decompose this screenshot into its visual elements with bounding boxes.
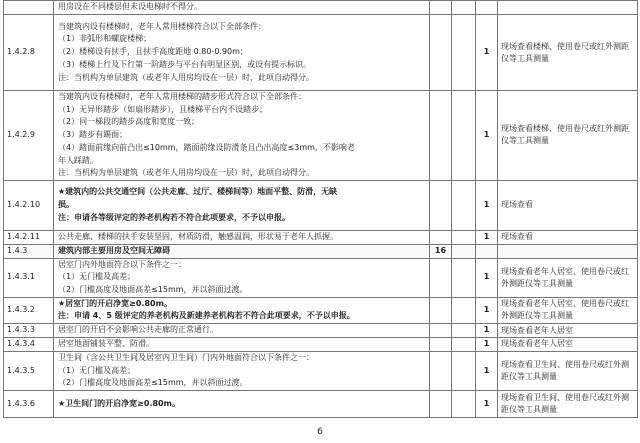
score-cell: 1 bbox=[476, 338, 498, 352]
total-score-cell: 16 bbox=[430, 244, 452, 258]
blank-cell bbox=[452, 1, 476, 15]
item-description-cell bbox=[54, 15, 430, 91]
total-score-cell bbox=[430, 258, 452, 297]
description-line: 用房设在不同楼层但未设电梯时不得分。 bbox=[58, 2, 202, 12]
table-row bbox=[4, 338, 638, 352]
evaluation-method-cell: 现场查看 bbox=[498, 230, 638, 244]
item-description-cell bbox=[54, 297, 430, 323]
blank-cell bbox=[452, 390, 476, 417]
table-row bbox=[4, 324, 638, 338]
description-line: （1）非弧形和螺旋楼梯； bbox=[58, 34, 152, 44]
score-cell: 1 bbox=[476, 258, 498, 297]
description-line: 居室地面铺装平整、防滑。 bbox=[58, 339, 154, 349]
page-number: 6 bbox=[317, 427, 323, 437]
item-description-cell bbox=[54, 390, 430, 417]
description-line: 注：当机构为单层建筑（或老年人用房均设在一层）时，此项自动得分。 bbox=[58, 168, 314, 178]
total-score-cell bbox=[430, 351, 452, 390]
evaluation-method-cell bbox=[498, 244, 638, 258]
blank-cell bbox=[452, 244, 476, 258]
description-line: 年人踩踏。 bbox=[58, 155, 98, 165]
total-score-cell bbox=[430, 15, 452, 91]
item-code-cell: 1.4.3.2 bbox=[4, 297, 54, 323]
description-line: （1）无门槛及高差； bbox=[58, 272, 136, 282]
item-code-cell: 1.4.2.11 bbox=[4, 230, 54, 244]
score-cell: 1 bbox=[476, 297, 498, 323]
score-cell: 1 bbox=[476, 324, 498, 338]
description-line: （2）楼梯设有扶手，且扶手高度距地 0.80-0.90m； bbox=[58, 47, 248, 57]
description-line: （3）楼梯上行及下行第一阶踏步与平台有明显区别，或设有提示标识。 bbox=[58, 59, 312, 69]
blank-cell bbox=[452, 258, 476, 297]
blank-cell bbox=[452, 338, 476, 352]
table-row bbox=[4, 230, 638, 244]
item-code-cell: 1.4.2.10 bbox=[4, 180, 54, 230]
table-row bbox=[4, 297, 638, 323]
item-code-cell bbox=[4, 1, 54, 15]
blank-cell bbox=[452, 180, 476, 230]
blank-cell bbox=[452, 324, 476, 338]
item-code-cell: 1.4.3.3 bbox=[4, 324, 54, 338]
item-description-cell bbox=[54, 244, 430, 258]
description-line: 居室门内外地面符合以下条件之一： bbox=[58, 259, 186, 269]
description-line: 损。 bbox=[58, 200, 74, 210]
table-row bbox=[4, 258, 638, 297]
blank-cell bbox=[452, 230, 476, 244]
item-description-cell bbox=[54, 1, 430, 15]
total-score-cell bbox=[430, 91, 452, 181]
description-line: （1）无异形踏步（如扇形踏步），且楼梯平台内不设踏步； bbox=[58, 104, 268, 114]
item-code-cell: 1.4.2.9 bbox=[4, 91, 54, 181]
description-line: （2）门槛高度及地面高差≤15mm，并以斜面过渡。 bbox=[58, 378, 248, 388]
total-score-cell bbox=[430, 230, 452, 244]
description-line: 居室门的开启不会影响公共走廊的正常通行。 bbox=[58, 325, 218, 335]
item-code-cell: 1.4.3.6 bbox=[4, 390, 54, 417]
item-description-cell bbox=[54, 324, 430, 338]
item-code-cell: 1.4.3 bbox=[4, 244, 54, 258]
item-description-cell bbox=[54, 258, 430, 297]
evaluation-method-cell: 现场查看老年人居室、使用卷尺或红外测距仪等工具测量 bbox=[498, 258, 638, 297]
evaluation-method-cell: 现场查看 bbox=[498, 180, 638, 230]
table-row bbox=[4, 91, 638, 181]
total-score-cell bbox=[430, 390, 452, 417]
table-row bbox=[4, 390, 638, 417]
item-description-cell bbox=[54, 230, 430, 244]
item-description-cell bbox=[54, 180, 430, 230]
description-line: 注：当机构为单层建筑（或老年人用房均设在一层）时，此项自动得分。 bbox=[58, 72, 314, 82]
evaluation-method-cell: 现场查看老年人居室、使用卷尺或红外测距仪等工具测量 bbox=[498, 297, 638, 323]
description-line: 当建筑内设有楼梯时，老年人常用楼梯符合以下全部条件： bbox=[58, 21, 266, 31]
total-score-cell bbox=[430, 180, 452, 230]
description-line: （3）踏步有踢面； bbox=[58, 130, 128, 140]
evaluation-method-cell: 现场查看老年人居室 bbox=[498, 324, 638, 338]
evaluation-method-cell: 现场查看卫生间、使用卷尺或红外测距仪等工具测量 bbox=[498, 390, 638, 417]
description-line: 当建筑内设有楼梯时，老年人常用楼梯的踏步形式符合以下全部条件： bbox=[58, 92, 306, 101]
description-line: ★卫生间门的开启净宽≥0.80m。 bbox=[58, 398, 180, 408]
item-description-cell bbox=[54, 351, 430, 390]
table-row bbox=[4, 180, 638, 230]
description-line: （4）踏面前缘向前凸出≤10mm，踏面前缘设防滑条且凸出高度≤3mm，不影响老 bbox=[58, 142, 355, 152]
item-code-cell: 1.4.3.5 bbox=[4, 351, 54, 390]
blank-cell bbox=[452, 91, 476, 181]
item-description-cell bbox=[54, 91, 430, 181]
item-code-cell: 1.4.3.1 bbox=[4, 258, 54, 297]
total-score-cell bbox=[430, 1, 452, 15]
section-row bbox=[4, 244, 638, 258]
score-cell: 1 bbox=[476, 91, 498, 181]
blank-cell bbox=[452, 15, 476, 91]
evaluation-method-cell bbox=[498, 1, 638, 15]
score-cell: 1 bbox=[476, 351, 498, 390]
description-line: （2）同一梯段的踏步高度和宽度一致； bbox=[58, 117, 200, 127]
description-line: 公共走廊、楼梯的扶手安装坚固，材质防滑，触感温润，形状易于老年人抓握。 bbox=[58, 232, 338, 242]
total-score-cell bbox=[430, 338, 452, 352]
description-line: 建筑内部主要用房及空间无障碍 bbox=[58, 245, 170, 255]
score-cell: 1 bbox=[476, 390, 498, 417]
table-row bbox=[4, 15, 638, 91]
score-cell bbox=[476, 1, 498, 15]
score-cell: 1 bbox=[476, 180, 498, 230]
item-code-cell: 1.4.3.4 bbox=[4, 338, 54, 352]
description-line: ★居室门的开启净宽≥0.80m。 bbox=[58, 298, 172, 308]
description-line: 卫生间（含公共卫生间及居室内卫生间）门内外地面符合以下条件之一： bbox=[58, 352, 314, 362]
description-line: （2）门槛高度及地面高差≤15mm，并以斜面过渡。 bbox=[58, 285, 248, 295]
total-score-cell bbox=[430, 324, 452, 338]
total-score-cell bbox=[430, 297, 452, 323]
blank-cell bbox=[452, 297, 476, 323]
evaluation-method-cell: 现场查看老年人居室 bbox=[498, 338, 638, 352]
table-row bbox=[4, 1, 638, 15]
evaluation-method-cell: 现场查看卫生间、使用卷尺或红外测距仪等工具测量 bbox=[498, 351, 638, 390]
score-cell: 1 bbox=[476, 15, 498, 91]
description-line: ★建筑内的公共交通空间（公共走廊、过厅、楼梯间等）地面平整、防滑，无缺 bbox=[58, 187, 338, 197]
evaluation-table bbox=[3, 0, 638, 418]
item-description-cell bbox=[54, 338, 430, 352]
description-line: 注：申请 4、5 级评定的养老机构及新建养老机构若不符合此项要求，不予以申报。 bbox=[58, 311, 355, 321]
description-line: （1）无门槛及高差； bbox=[58, 365, 136, 375]
table-row bbox=[4, 351, 638, 390]
evaluation-method-cell: 现场查看楼梯、使用卷尺或红外测距仪等工具测量 bbox=[498, 15, 638, 91]
evaluation-method-cell: 现场查看楼梯、使用卷尺或红外测距仪等工具测量 bbox=[498, 91, 638, 181]
score-cell bbox=[476, 244, 498, 258]
description-line: 注：申请各等级评定的养老机构若不符合此项要求，不予以申报。 bbox=[58, 212, 290, 222]
item-code-cell: 1.4.2.8 bbox=[4, 15, 54, 91]
score-cell: 1 bbox=[476, 230, 498, 244]
blank-cell bbox=[452, 351, 476, 390]
